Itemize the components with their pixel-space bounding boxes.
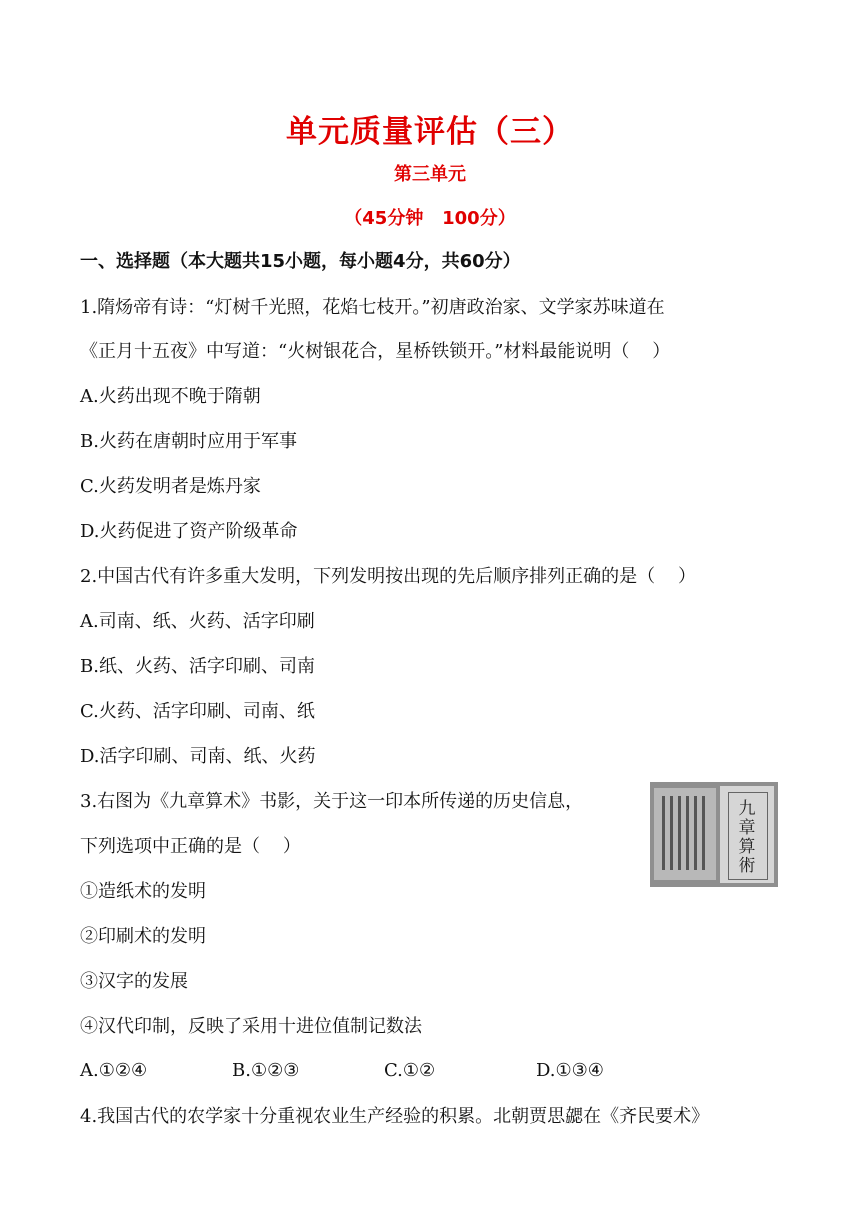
- question-2-option-a: A.司南、纸、火药、活字印刷: [80, 611, 315, 632]
- jiuzhang-suanshu-book-image: [650, 782, 778, 887]
- question-3-item-4: ④汉代印制，反映了采用十进位值制记数法: [80, 1016, 422, 1037]
- question-2-line-1: 2.中国古代有许多重大发明，下列发明按出现的先后顺序排列正确的是（ ）: [80, 566, 697, 587]
- question-3-option-c: C.①②: [384, 1060, 436, 1081]
- question-3-line-1: 3.右图为《九章算术》书影，关于这一印本所传递的历史信息，: [80, 791, 584, 812]
- question-2-option-b: B.纸、火药、活字印刷、司南: [80, 656, 315, 677]
- question-3-option-d: D.①③④: [536, 1060, 604, 1081]
- question-1-option-a: A.火药出现不晚于隋朝: [80, 386, 261, 407]
- book-left-page: [654, 788, 716, 880]
- question-1-line-1: 1.隋炀帝有诗：“灯树千光照，花焰七枝开。”初唐政治家、文学家苏味道在: [80, 297, 665, 318]
- question-3-option-b: B.①②③: [232, 1060, 300, 1081]
- question-3-item-1: ①造纸术的发明: [80, 881, 206, 902]
- question-4-line-1: 4.我国古代的农学家十分重视农业生产经验的积累。北朝贾思勰在《齐民要术》: [80, 1106, 710, 1127]
- book-cover-title: 九章算術: [738, 799, 756, 876]
- question-1-option-c: C.火药发明者是炼丹家: [80, 476, 261, 497]
- unit-subtitle: 第三单元: [394, 164, 466, 185]
- question-3-item-2: ②印刷术的发明: [80, 926, 206, 947]
- page-title: 单元质量评估（三）: [286, 114, 574, 150]
- question-3-option-a: A.①②④: [80, 1060, 148, 1081]
- question-2-option-d: D.活字印刷、司南、纸、火药: [80, 746, 316, 767]
- question-1-option-b: B.火药在唐朝时应用于军事: [80, 431, 297, 452]
- time-score-info: （45分钟 100分）: [344, 208, 516, 229]
- question-1-line-2: 《正月十五夜》中写道：“火树银花合，星桥铁锁开。”材料最能说明（ ）: [80, 341, 671, 362]
- section-heading: 一、选择题（本大题共15小题，每小题4分，共60分）: [80, 251, 521, 272]
- question-2-option-c: C.火药、活字印刷、司南、纸: [80, 701, 315, 722]
- question-1-option-d: D.火药促进了资产阶级革命: [80, 521, 298, 542]
- question-3-line-2: 下列选项中正确的是（ ）: [80, 836, 301, 857]
- question-3-item-3: ③汉字的发展: [80, 971, 188, 992]
- book-cover: [720, 786, 774, 883]
